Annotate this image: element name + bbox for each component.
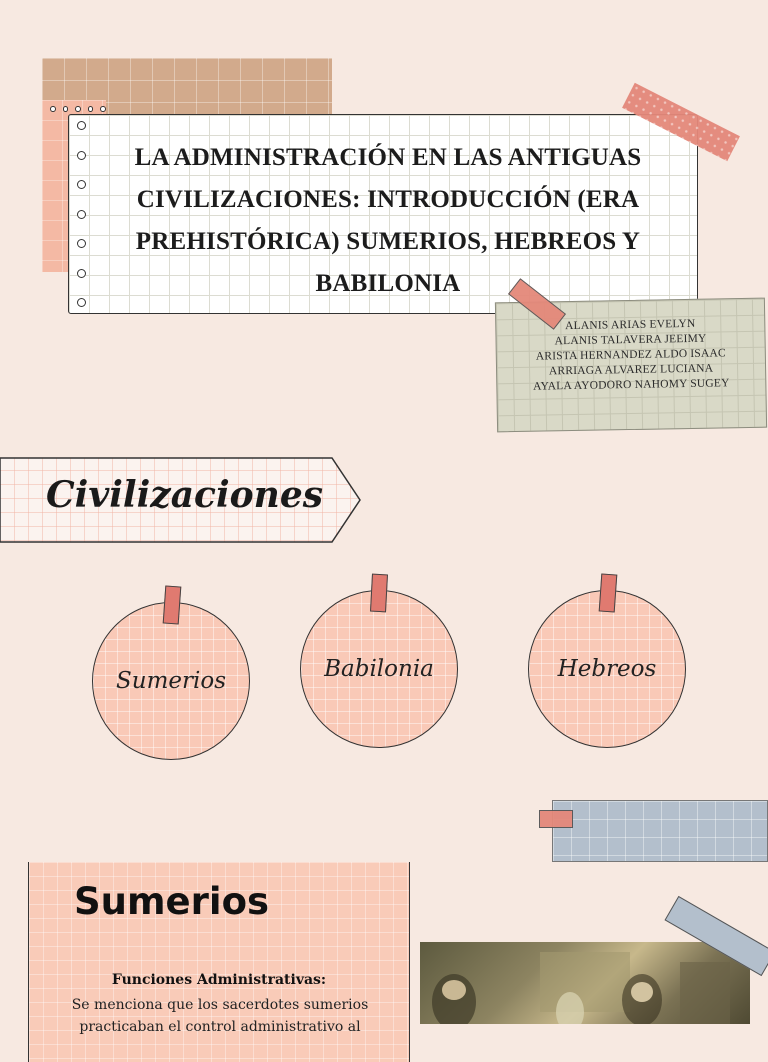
author-name: AYALA AYODORO NAHOMY SUGEY [532,377,730,393]
author-name: ALANIS ARIAS EVELYN [564,317,696,333]
blue-paper-decoration [552,800,768,862]
sumerios-subheading: Funciones Administrativas: [111,972,327,988]
paper-clip-decoration [163,585,182,624]
civilization-circle-sumerios [92,602,250,760]
civilization-circle-hebreos [528,590,686,748]
civilization-label: Babilonia [324,656,434,682]
civilization-label: Hebreos [557,656,657,682]
civilization-circle-babilonia [300,590,458,748]
paper-clip-decoration [599,573,618,612]
sumerios-heading: Sumerios [74,880,270,923]
civilization-label: Sumerios [116,668,226,694]
authors-list [496,316,765,396]
author-name: ARRIAGA ALVAREZ LUCIANA [548,362,714,378]
author-name: ALANIS TALAVERA JEEIMY [554,332,707,348]
author-name: ARISTA HERNANDEZ ALDO ISAAC [535,347,726,363]
tape-decoration [539,810,573,828]
artwork-illustration [420,942,750,1024]
notebook-holes [77,121,87,307]
paper-clip-decoration [370,574,388,613]
authors-card [495,298,767,433]
page-title: LA ADMINISTRACIÓN EN LAS ANTIGUAS CIVILIZACIONES: INTRODUCCIÓN (ERA PREHISTÓRICA) SUMERIOS, HEBREOS Y BABILONIA [134,144,642,297]
section-banner-title: Civilizaciones [46,474,323,516]
sumerian-artwork-image [420,942,750,1024]
sumerios-body: Se menciona que los sacerdotes sumerios practicaban el control administrativo al [71,997,369,1035]
title-card [68,114,698,314]
